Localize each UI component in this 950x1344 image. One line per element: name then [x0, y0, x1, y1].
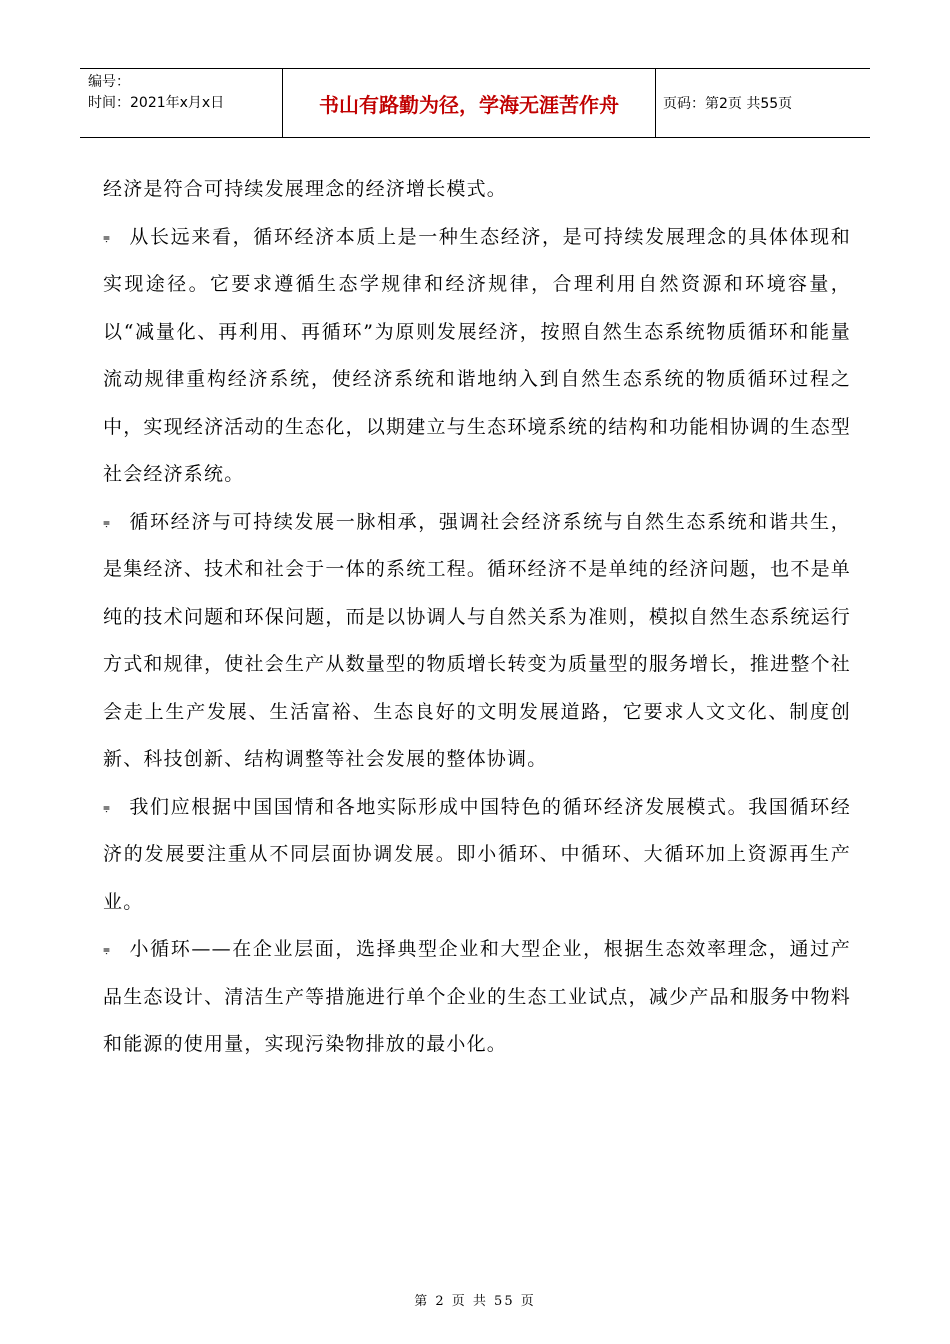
document-body — [103, 166, 851, 1069]
document-number-label: 编号： — [88, 74, 130, 90]
paragraph-text: 经济是符合可持续发展理念的经济增长模式。 — [103, 178, 508, 200]
document-date-label: 时间：2021年x月x日 — [88, 95, 225, 111]
bullet-icon: ⩦ — [103, 229, 111, 244]
header-page-info: 页码：第2页 共55页 — [663, 96, 793, 112]
paragraph — [103, 166, 851, 214]
paragraph — [103, 214, 851, 499]
paragraph-text: 我们应根据中国国情和各地实际形成中国特色的循环经济发展模式。我国循环经济的发展要注重从不同层面协调发展。即小循环、中循环、大循环加上资源再生产业。 — [103, 795, 851, 913]
bullet-icon: ⩦ — [103, 514, 111, 529]
paragraph — [103, 784, 851, 927]
paragraph — [103, 499, 851, 784]
bullet-icon: ⩦ — [103, 942, 111, 956]
paragraph — [103, 926, 851, 1069]
header-left-cell — [80, 69, 283, 137]
header-motto: 书山有路勤为径，学海无涯苦作舟 — [283, 69, 656, 137]
paragraph-text: 小循环——在企业层面，选择典型企业和大型企业，根据生态效率理念，通过产品生态设计、清洁生产等措施进行单个企业的生态工业试点，减少产品和服务中物料和能源的使用量，实现污染物排放的最小化。 — [103, 938, 851, 1055]
page-header — [80, 68, 870, 138]
page-footer: 第 2 页 共 55 页 — [414, 1294, 536, 1309]
paragraph-text: 循环经济与可持续发展一脉相承，强调社会经济系统与自然生态系统和谐共生，是集经济、技术和社会于一体的系统工程。循环经济不是单纯的经济问题，也不是单纯的技术问题和环保问题，而是以协调人与自然关系为准则，模拟自然生态系统运行方式和规律，使社会生产从数量型的物质增长转变为质量型的服务增长，推进整个社会走上生产发展、生活富裕、生态良好的文明发展道路，它要求人文文化、制度创新、科技创新、结构调整等社会发展的整体协调。 — [103, 510, 851, 770]
paragraph-text: 从长远来看，循环经济本质上是一种生态经济，是可持续发展理念的具体体现和实现途径。它要求遵循生态学规律和经济规律，合理利用自然资源和环境容量，以“减量化、再利用、再循环”为原则发展经济，按照自然生态系统物质循环和能量流动规律重构经济系统，使经济系统和谐地纳入到自然生态系统的物质循环过程之中，实现经济活动的生态化，以期建立与生态环境系统的结构和功能相协调的生态型社会经济系统。 — [103, 225, 851, 485]
bullet-icon: ⩦ — [103, 799, 111, 814]
